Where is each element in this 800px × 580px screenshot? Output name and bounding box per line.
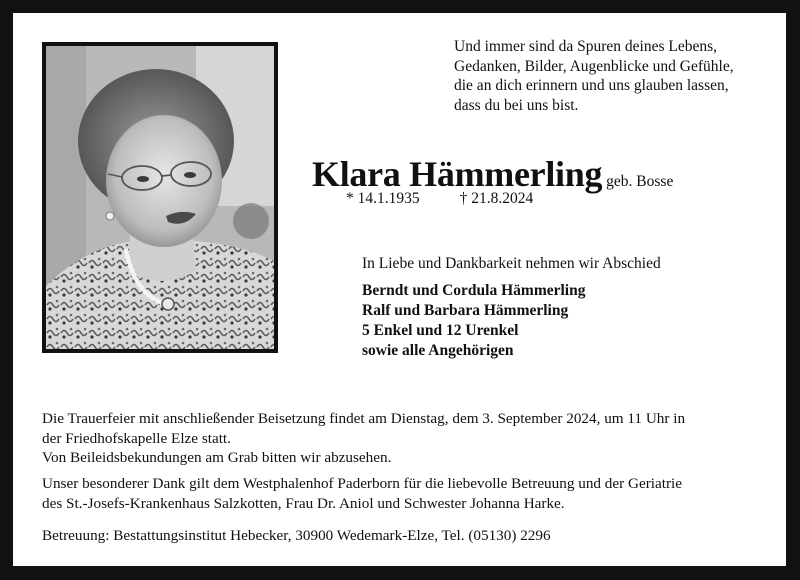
mourner-entry: sowie alle Angehörigen [362,342,514,359]
maiden-name: geb. Bosse [606,173,674,190]
funeral-notice [42,409,782,468]
thanks-line: Unser besonderer Dank gilt dem Westphalenhof Paderborn für die liebevolle Betreuung und der Geriatrie [42,475,682,492]
mourner-entry: Berndt und Cordula Hämmerling [362,282,586,299]
deceased-name: Klara Hämmerling [312,154,603,194]
funeral-line: der Friedhofskapelle Elze statt. [42,429,231,447]
memorial-poem [454,37,734,115]
farewell-text: In Liebe und Dankbarkeit nehmen wir Abschied [362,255,661,272]
undertaker-info: Betreuung: Bestattungsinstitut Hebecker, 30900 Wedemark-Elze, Tel. (05130) 2296 [42,527,551,544]
condolence-note: Von Beileidsbekundungen am Grab bitten wir abzusehen. [42,449,392,466]
thanks-notice [42,474,782,513]
death-date: † 21.8.2024 [459,190,534,207]
obituary-card [13,13,786,566]
mourner-entry: Ralf und Barbara Hämmerling [362,302,569,319]
funeral-line: Die Trauerfeier mit anschließender Beisetzung findet am Dienstag, dem 3. September 2024, um 11 Uhr in [42,410,686,427]
poem-line: die an dich erinnern und uns glauben lassen, [454,77,729,94]
life-dates [346,190,533,208]
mourners-list [362,281,585,361]
thanks-line: des St.-Josefs-Krankenhaus Salzkotten, Frau Dr. Aniol und Schwester Johanna Harke. [42,494,565,512]
poem-line: Gedanken, Bilder, Augenblicke und Gefühle, [454,57,734,75]
birth-date: * 14.1.1935 [346,190,420,207]
poem-line: dass du bei uns bist. [454,96,579,114]
poem-line: Und immer sind da Spuren deines Lebens, [454,38,718,55]
mourner-entry: 5 Enkel und 12 Urenkel [362,322,519,339]
portrait-photo [46,46,274,349]
deceased-name-line [312,153,673,195]
portrait-illustration-icon [46,46,274,349]
portrait-frame [42,42,278,353]
